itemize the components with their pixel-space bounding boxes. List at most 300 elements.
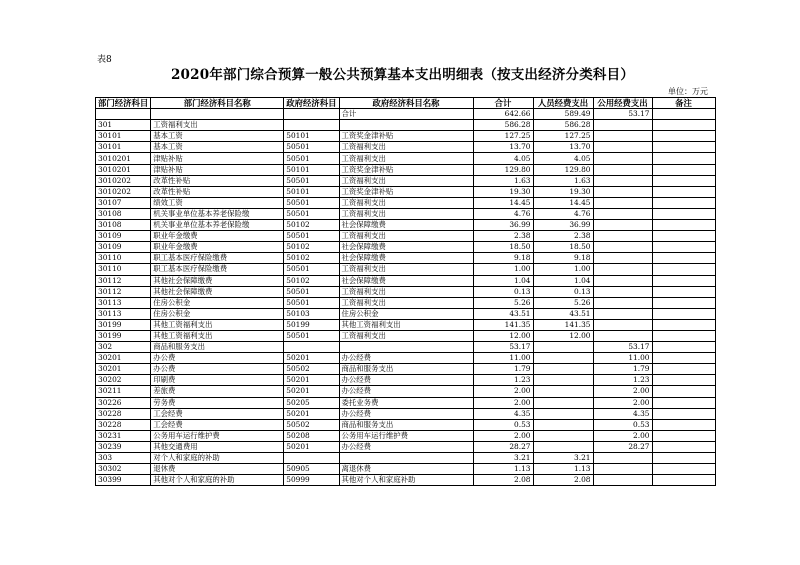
dept-name-cell: 机关事业单位基本养老保险缴 [151, 208, 284, 219]
table-row [96, 131, 716, 142]
personnel-cell: 1.63 [533, 175, 593, 186]
total-cell: 12.00 [473, 330, 533, 341]
dept-code-cell: 30226 [96, 397, 151, 408]
dept-code-cell: 30113 [96, 297, 151, 308]
total-public: 53.17 [593, 109, 652, 120]
dept-code-cell: 30211 [96, 386, 151, 397]
public-cell: 4.35 [593, 408, 652, 419]
total-row [96, 109, 716, 120]
public-cell [593, 208, 652, 219]
remarks-cell [652, 175, 715, 186]
dept-code-cell: 30202 [96, 375, 151, 386]
total-cell: 1.79 [473, 364, 533, 375]
total-cell: 18.50 [473, 242, 533, 253]
table-row [96, 253, 716, 264]
gov-code-cell: 50208 [284, 430, 339, 441]
gov-name-cell: 工资福利支出 [339, 297, 473, 308]
personnel-cell [533, 353, 593, 364]
personnel-cell: 1.00 [533, 264, 593, 275]
dept-code-cell: 30101 [96, 131, 151, 142]
public-cell [593, 164, 652, 175]
gov-name-cell: 社会保障缴费 [339, 220, 473, 231]
dept-name-cell: 职工基本医疗保险缴费 [151, 253, 284, 264]
personnel-cell: 4.05 [533, 153, 593, 164]
gov-code-cell: 50201 [284, 375, 339, 386]
personnel-cell: 5.26 [533, 297, 593, 308]
table-row [96, 142, 716, 153]
gov-name-cell: 其他工资福利支出 [339, 319, 473, 330]
public-cell [593, 319, 652, 330]
dept-name-cell: 职业年金缴费 [151, 231, 284, 242]
table-row [96, 441, 716, 452]
total-cell: 11.00 [473, 353, 533, 364]
personnel-cell: 0.13 [533, 286, 593, 297]
dept-name-cell: 工会经费 [151, 419, 284, 430]
gov-code-cell: 50102 [284, 220, 339, 231]
header-total: 合计 [473, 98, 533, 109]
gov-code-cell: 50501 [284, 286, 339, 297]
gov-name-cell: 公务用车运行维护费 [339, 430, 473, 441]
table-row [96, 231, 716, 242]
personnel-cell [533, 419, 593, 430]
gov-code-cell: 50205 [284, 397, 339, 408]
public-cell [593, 453, 652, 464]
total-cell: 3.21 [473, 453, 533, 464]
gov-name-cell: 其他对个人和家庭补助 [339, 475, 473, 486]
dept-name-cell: 职业年金缴费 [151, 242, 284, 253]
personnel-cell: 13.70 [533, 142, 593, 153]
table-row [96, 364, 716, 375]
dept-name-cell: 住房公积金 [151, 308, 284, 319]
dept-code-cell: 30113 [96, 308, 151, 319]
table-row [96, 330, 716, 341]
gov-code-cell: 50201 [284, 386, 339, 397]
dept-code-cell: 30199 [96, 330, 151, 341]
gov-name-cell: 工资奖金津补贴 [339, 186, 473, 197]
remarks-cell [652, 364, 715, 375]
unit-label: 单位：万元 [668, 87, 708, 96]
remarks-cell [652, 464, 715, 475]
gov-code-cell: 50501 [284, 330, 339, 341]
dept-name-cell: 其他对个人和家庭的补助 [151, 475, 284, 486]
gov-name-cell: 工资奖金津补贴 [339, 131, 473, 142]
remarks-cell [652, 220, 715, 231]
gov-name-cell: 离退休费 [339, 464, 473, 475]
dept-code-cell: 30108 [96, 220, 151, 231]
public-cell: 2.00 [593, 430, 652, 441]
total-cell: 4.05 [473, 153, 533, 164]
table-row [96, 220, 716, 231]
remarks-cell [652, 375, 715, 386]
gov-code-cell: 50101 [284, 131, 339, 142]
total-personnel: 589.49 [533, 109, 593, 120]
dept-name-cell: 津贴补贴 [151, 164, 284, 175]
public-cell: 2.00 [593, 386, 652, 397]
remarks-cell [652, 142, 715, 153]
remarks-cell [652, 231, 715, 242]
total-cell: 13.70 [473, 142, 533, 153]
personnel-cell: 1.04 [533, 275, 593, 286]
remarks-cell [652, 153, 715, 164]
public-cell [593, 242, 652, 253]
gov-name-cell: 商品和服务支出 [339, 364, 473, 375]
dept-code-cell: 30107 [96, 197, 151, 208]
public-cell [593, 120, 652, 131]
total-amount: 642.66 [473, 109, 533, 120]
remarks-cell [652, 164, 715, 175]
dept-name-cell: 工会经费 [151, 408, 284, 419]
gov-code-cell: 50905 [284, 464, 339, 475]
gov-code-cell: 50103 [284, 308, 339, 319]
gov-code-cell: 50501 [284, 153, 339, 164]
gov-code-cell: 50501 [284, 297, 339, 308]
public-cell: 53.17 [593, 342, 652, 353]
gov-name-cell: 办公经费 [339, 375, 473, 386]
personnel-cell [533, 408, 593, 419]
table-row [96, 186, 716, 197]
personnel-cell: 9.18 [533, 253, 593, 264]
table-row [96, 242, 716, 253]
total-cell: 28.27 [473, 441, 533, 452]
table-row [96, 397, 716, 408]
dept-name-cell: 住房公积金 [151, 297, 284, 308]
personnel-cell: 4.76 [533, 208, 593, 219]
personnel-cell [533, 386, 593, 397]
total-cell: 0.13 [473, 286, 533, 297]
personnel-cell: 127.25 [533, 131, 593, 142]
header-dept-code: 部门经济科目 [96, 98, 151, 109]
table-row [96, 275, 716, 286]
personnel-cell: 2.08 [533, 475, 593, 486]
remarks-cell [652, 475, 715, 486]
personnel-cell: 1.13 [533, 464, 593, 475]
total-cell: 2.00 [473, 430, 533, 441]
personnel-cell [533, 364, 593, 375]
dept-code-cell: 30108 [96, 208, 151, 219]
remarks-cell [652, 453, 715, 464]
personnel-cell: 12.00 [533, 330, 593, 341]
total-cell: 43.51 [473, 308, 533, 319]
table-row [96, 408, 716, 419]
dept-code-cell: 30201 [96, 364, 151, 375]
personnel-cell [533, 375, 593, 386]
table-row [96, 419, 716, 430]
table-row [96, 297, 716, 308]
dept-code-cell: 30112 [96, 286, 151, 297]
total-cell: 1.04 [473, 275, 533, 286]
public-cell [593, 220, 652, 231]
dept-code-cell: 30199 [96, 319, 151, 330]
gov-name-cell: 商品和服务支出 [339, 419, 473, 430]
dept-name-cell: 改革性补贴 [151, 175, 284, 186]
total-cell: 5.26 [473, 297, 533, 308]
gov-name-cell: 工资福利支出 [339, 153, 473, 164]
table-number-label: 表8 [97, 55, 112, 65]
remarks-cell [652, 353, 715, 364]
gov-code-cell: 50501 [284, 231, 339, 242]
gov-name-cell [339, 453, 473, 464]
public-cell [593, 264, 652, 275]
public-cell: 28.27 [593, 441, 652, 452]
dept-name-cell: 基本工资 [151, 131, 284, 142]
total-cell: 2.08 [473, 475, 533, 486]
personnel-cell [533, 342, 593, 353]
gov-name-cell: 住房公积金 [339, 308, 473, 319]
gov-code-cell [284, 120, 339, 131]
gov-code-cell: 50201 [284, 408, 339, 419]
header-remarks: 备注 [652, 98, 715, 109]
dept-name-cell: 机关事业单位基本养老保险缴 [151, 220, 284, 231]
dept-code-cell: 301 [96, 120, 151, 131]
personnel-cell: 43.51 [533, 308, 593, 319]
table-row [96, 453, 716, 464]
total-cell: 4.76 [473, 208, 533, 219]
public-cell [593, 286, 652, 297]
gov-code-cell: 50502 [284, 364, 339, 375]
public-cell: 11.00 [593, 353, 652, 364]
public-cell [593, 231, 652, 242]
dept-name-cell: 改革性补贴 [151, 186, 284, 197]
total-cell: 586.28 [473, 120, 533, 131]
gov-name-cell: 社会保障缴费 [339, 275, 473, 286]
gov-name-cell: 工资福利支出 [339, 208, 473, 219]
dept-name-cell: 绩效工资 [151, 197, 284, 208]
gov-code-cell: 50501 [284, 197, 339, 208]
remarks-cell [652, 253, 715, 264]
public-cell [593, 142, 652, 153]
dept-name-cell: 其他交通费用 [151, 441, 284, 452]
total-cell: 19.30 [473, 186, 533, 197]
table-row [96, 175, 716, 186]
gov-code-cell: 50102 [284, 242, 339, 253]
dept-name-cell: 办公费 [151, 353, 284, 364]
dept-name-cell: 差旅费 [151, 386, 284, 397]
total-cell: 1.13 [473, 464, 533, 475]
dept-code-cell: 30110 [96, 264, 151, 275]
public-cell [593, 464, 652, 475]
public-cell [593, 330, 652, 341]
remarks-cell [652, 275, 715, 286]
gov-code-cell: 50102 [284, 275, 339, 286]
personnel-cell: 18.50 [533, 242, 593, 253]
public-cell: 2.00 [593, 397, 652, 408]
gov-name-cell: 办公经费 [339, 353, 473, 364]
table-row [96, 120, 716, 131]
remarks-cell [652, 342, 715, 353]
dept-code-cell: 30109 [96, 242, 151, 253]
dept-code-cell: 30112 [96, 275, 151, 286]
gov-name-cell: 社会保障缴费 [339, 253, 473, 264]
gov-name-cell [339, 342, 473, 353]
dept-code-cell: 3010202 [96, 175, 151, 186]
personnel-cell [533, 430, 593, 441]
public-cell [593, 475, 652, 486]
table-row [96, 430, 716, 441]
gov-code-cell: 50999 [284, 475, 339, 486]
dept-name-cell: 公务用车运行维护费 [151, 430, 284, 441]
gov-name-cell: 委托业务费 [339, 397, 473, 408]
gov-name-cell: 工资福利支出 [339, 142, 473, 153]
dept-name-cell: 劳务费 [151, 397, 284, 408]
table-row [96, 319, 716, 330]
table-row [96, 386, 716, 397]
gov-name-cell: 办公经费 [339, 441, 473, 452]
public-cell [593, 197, 652, 208]
gov-code-cell: 50199 [284, 319, 339, 330]
table-row [96, 164, 716, 175]
table-row [96, 208, 716, 219]
gov-name-cell: 工资福利支出 [339, 330, 473, 341]
gov-code-cell: 50501 [284, 175, 339, 186]
gov-name-cell: 工资福利支出 [339, 264, 473, 275]
remarks-cell [652, 397, 715, 408]
header-gov-code: 政府经济科目 [284, 98, 339, 109]
remarks-cell [652, 208, 715, 219]
remarks-cell [652, 131, 715, 142]
total-cell: 53.17 [473, 342, 533, 353]
dept-name-cell: 商品和服务支出 [151, 342, 284, 353]
remarks-cell [652, 197, 715, 208]
dept-code-cell: 30201 [96, 353, 151, 364]
remarks-cell [652, 308, 715, 319]
dept-code-cell: 30231 [96, 430, 151, 441]
table-row [96, 153, 716, 164]
gov-name-cell: 办公经费 [339, 386, 473, 397]
dept-name-cell: 职工基本医疗保险缴费 [151, 264, 284, 275]
gov-code-cell: 50502 [284, 419, 339, 430]
remarks-cell [652, 408, 715, 419]
dept-name-cell: 其他工资福利支出 [151, 319, 284, 330]
gov-name-cell: 工资福利支出 [339, 286, 473, 297]
dept-code-cell: 30302 [96, 464, 151, 475]
remarks-cell [652, 120, 715, 131]
header-gov-name: 政府经济科目名称 [339, 98, 473, 109]
dept-code-cell: 30228 [96, 408, 151, 419]
personnel-cell: 586.28 [533, 120, 593, 131]
dept-code-cell: 30110 [96, 253, 151, 264]
total-cell: 129.80 [473, 164, 533, 175]
gov-name-cell [339, 120, 473, 131]
gov-name-cell: 工资奖金津补贴 [339, 164, 473, 175]
total-cell: 1.23 [473, 375, 533, 386]
dept-name-cell: 对个人和家庭的补助 [151, 453, 284, 464]
dept-name-cell: 其他工资福利支出 [151, 330, 284, 341]
table-row [96, 375, 716, 386]
remarks-cell [652, 264, 715, 275]
remarks-cell [652, 186, 715, 197]
gov-code-cell: 50102 [284, 253, 339, 264]
remarks-cell [652, 330, 715, 341]
dept-code-cell: 30101 [96, 142, 151, 153]
gov-name-cell: 社会保障缴费 [339, 242, 473, 253]
gov-code-cell: 50101 [284, 186, 339, 197]
gov-name-cell: 办公经费 [339, 408, 473, 419]
dept-name-cell: 退休费 [151, 464, 284, 475]
public-cell [593, 131, 652, 142]
gov-code-cell [284, 342, 339, 353]
dept-code-cell: 303 [96, 453, 151, 464]
public-cell [593, 253, 652, 264]
total-cell: 2.38 [473, 231, 533, 242]
personnel-cell: 2.38 [533, 231, 593, 242]
table-row [96, 308, 716, 319]
personnel-cell [533, 441, 593, 452]
personnel-cell: 3.21 [533, 453, 593, 464]
dept-code-cell: 302 [96, 342, 151, 353]
dept-name-cell: 基本工资 [151, 142, 284, 153]
public-cell [593, 186, 652, 197]
dept-code-cell: 3010202 [96, 186, 151, 197]
personnel-cell [533, 397, 593, 408]
remarks-cell [652, 419, 715, 430]
dept-name-cell: 其他社会保障缴费 [151, 275, 284, 286]
public-cell: 1.23 [593, 375, 652, 386]
dept-code-cell: 30239 [96, 441, 151, 452]
personnel-cell: 14.45 [533, 197, 593, 208]
dept-code-cell: 30109 [96, 231, 151, 242]
personnel-cell: 36.99 [533, 220, 593, 231]
remarks-cell [652, 386, 715, 397]
remarks-cell [652, 242, 715, 253]
gov-code-cell: 50501 [284, 142, 339, 153]
total-cell: 14.45 [473, 197, 533, 208]
dept-name-cell: 工资福利支出 [151, 120, 284, 131]
total-cell: 2.00 [473, 386, 533, 397]
total-cell: 141.35 [473, 319, 533, 330]
public-cell [593, 175, 652, 186]
remarks-cell [652, 441, 715, 452]
dept-name-cell: 津贴补贴 [151, 153, 284, 164]
gov-code-cell: 50201 [284, 353, 339, 364]
header-public: 公用经费支出 [593, 98, 652, 109]
gov-name-cell: 工资福利支出 [339, 197, 473, 208]
dept-code-cell: 3010201 [96, 153, 151, 164]
total-cell: 9.18 [473, 253, 533, 264]
table-row [96, 197, 716, 208]
total-cell: 2.00 [473, 397, 533, 408]
header-dept-name: 部门经济科目名称 [151, 98, 284, 109]
header-personnel: 人员经费支出 [533, 98, 593, 109]
table-row [96, 286, 716, 297]
public-cell [593, 275, 652, 286]
public-cell [593, 297, 652, 308]
table-row [96, 464, 716, 475]
page-title: 2020年部门综合预算一般公共预算基本支出明细表（按支出经济分类科目） [170, 67, 635, 83]
personnel-cell: 141.35 [533, 319, 593, 330]
total-label: 合计 [339, 109, 473, 120]
public-cell [593, 153, 652, 164]
public-cell: 1.79 [593, 364, 652, 375]
budget-table [95, 97, 716, 486]
table-row [96, 342, 716, 353]
public-cell: 0.53 [593, 419, 652, 430]
gov-code-cell: 50501 [284, 264, 339, 275]
remarks-cell [652, 286, 715, 297]
total-cell: 1.00 [473, 264, 533, 275]
total-cell: 1.63 [473, 175, 533, 186]
table-header-row [96, 98, 716, 109]
dept-name-cell: 其他社会保障缴费 [151, 286, 284, 297]
gov-code-cell: 50201 [284, 441, 339, 452]
personnel-cell: 19.30 [533, 186, 593, 197]
total-cell: 0.53 [473, 419, 533, 430]
table-row [96, 475, 716, 486]
dept-name-cell: 办公费 [151, 364, 284, 375]
gov-code-cell [284, 453, 339, 464]
dept-code-cell: 3010201 [96, 164, 151, 175]
table-row [96, 264, 716, 275]
public-cell [593, 308, 652, 319]
